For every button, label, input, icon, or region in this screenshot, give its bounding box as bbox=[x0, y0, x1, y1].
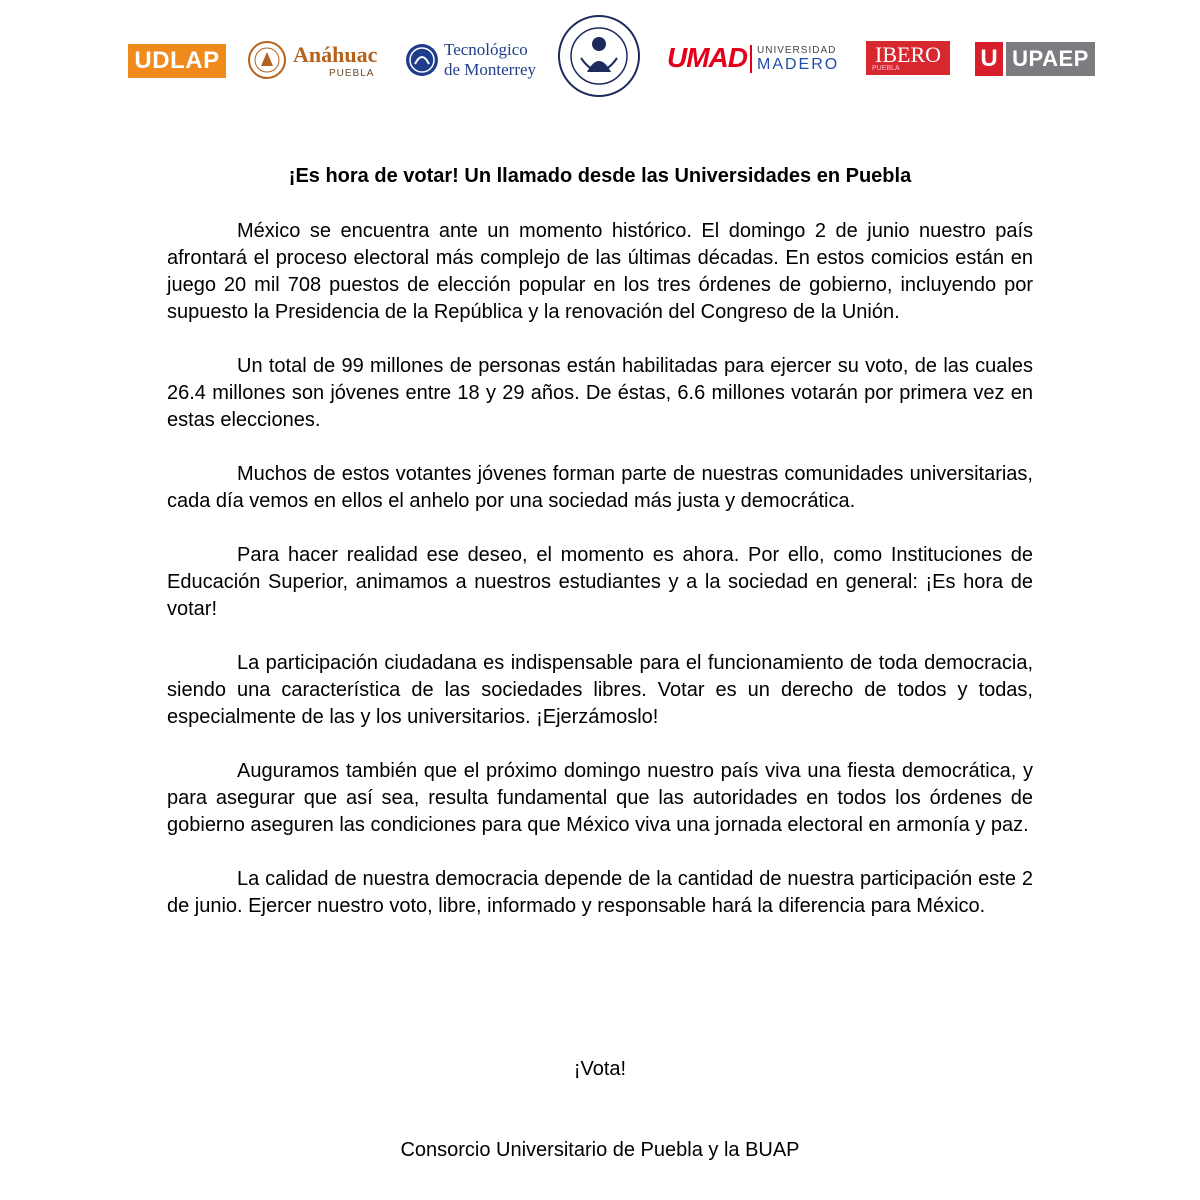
paragraph-3: Muchos de estos votantes jóvenes forman parte de nuestras comunidades universitarias, cada día vemos en ellos el anhelo por una sociedad más justa y democrática. bbox=[167, 463, 1033, 512]
ibero-sub: PUEBLA bbox=[872, 65, 900, 72]
closing-line: ¡Vota! bbox=[573, 1058, 627, 1080]
udlap-logo: UDLAP bbox=[128, 44, 226, 78]
tec-name-line1: Tecnológico bbox=[444, 40, 528, 59]
tec-seal-icon bbox=[404, 42, 440, 78]
anahuac-sub: PUEBLA bbox=[329, 68, 375, 79]
umad-logo bbox=[667, 42, 840, 76]
tec-name-line2: de Monterrey bbox=[444, 60, 537, 79]
anahuac-seal-icon bbox=[247, 40, 287, 80]
paragraph-5: La participación ciudadana es indispensable para el funcionamiento de toda democracia, siendo una característica de las sociedades libres. Votar es un derecho de todos y todas, especialmente de las y los universitarios. ¡Ejerzámoslo! bbox=[167, 652, 1033, 728]
paragraph-2: Un total de 99 millones de personas están habilitadas para ejercer su voto, de las cuales 26.4 millones son jóvenes entre 18 y 29 años. De éstas, 6.6 millones votarán por primera vez en estas elecciones. bbox=[167, 355, 1033, 431]
letter-title: ¡Es hora de votar! Un llamado desde las Universidades en Puebla bbox=[288, 165, 912, 187]
umad-large: MADERO bbox=[757, 56, 840, 73]
upaep-name: UPAEP bbox=[1006, 42, 1095, 76]
letter-body bbox=[167, 218, 1033, 947]
umad-divider bbox=[750, 45, 752, 73]
buap-seal-icon bbox=[557, 14, 641, 98]
tec-logo bbox=[404, 40, 536, 80]
ibero-logo bbox=[866, 41, 950, 75]
upaep-mark: U bbox=[975, 42, 1003, 76]
signature-line: Consorcio Universitario de Puebla y la BUAP bbox=[400, 1139, 800, 1161]
anahuac-name: Anáhuac bbox=[293, 42, 378, 67]
umad-mark: UMAD bbox=[667, 42, 747, 73]
logo-strip bbox=[0, 0, 1200, 110]
ibero-name: IBERO bbox=[875, 42, 941, 67]
paragraph-1: México se encuentra ante un momento histórico. El domingo 2 de junio nuestro país afrontará el proceso electoral más complejo de las últimas décadas. En estos comicios están en juego 20 mil 708 puestos de elección popular en los tres órdenes de gobierno, incluyendo por supuesto la Presidencia de la República y la renovación del Congreso de la Unión. bbox=[167, 220, 1033, 323]
paragraph-6: Auguramos también que el próximo domingo nuestro país viva una fiesta democrática, y para asegurar que así sea, resulta fundamental que las autoridades en todos los órdenes de gobierno aseguren las condiciones para que México viva una jornada electoral en armonía y paz. bbox=[167, 760, 1033, 836]
anahuac-logo bbox=[247, 40, 382, 84]
umad-small: UNIVERSIDAD bbox=[757, 45, 837, 56]
upaep-logo bbox=[975, 42, 1095, 76]
paragraph-4: Para hacer realidad ese deseo, el momento es ahora. Por ello, como Instituciones de Educación Superior, animamos a nuestros estudiantes y a la sociedad en general: ¡Es hora de votar! bbox=[167, 544, 1033, 620]
paragraph-7: La calidad de nuestra democracia depende de la cantidad de nuestra participación este 2 de junio. Ejercer nuestro voto, libre, informado y responsable hará la diferencia para México. bbox=[167, 868, 1033, 917]
